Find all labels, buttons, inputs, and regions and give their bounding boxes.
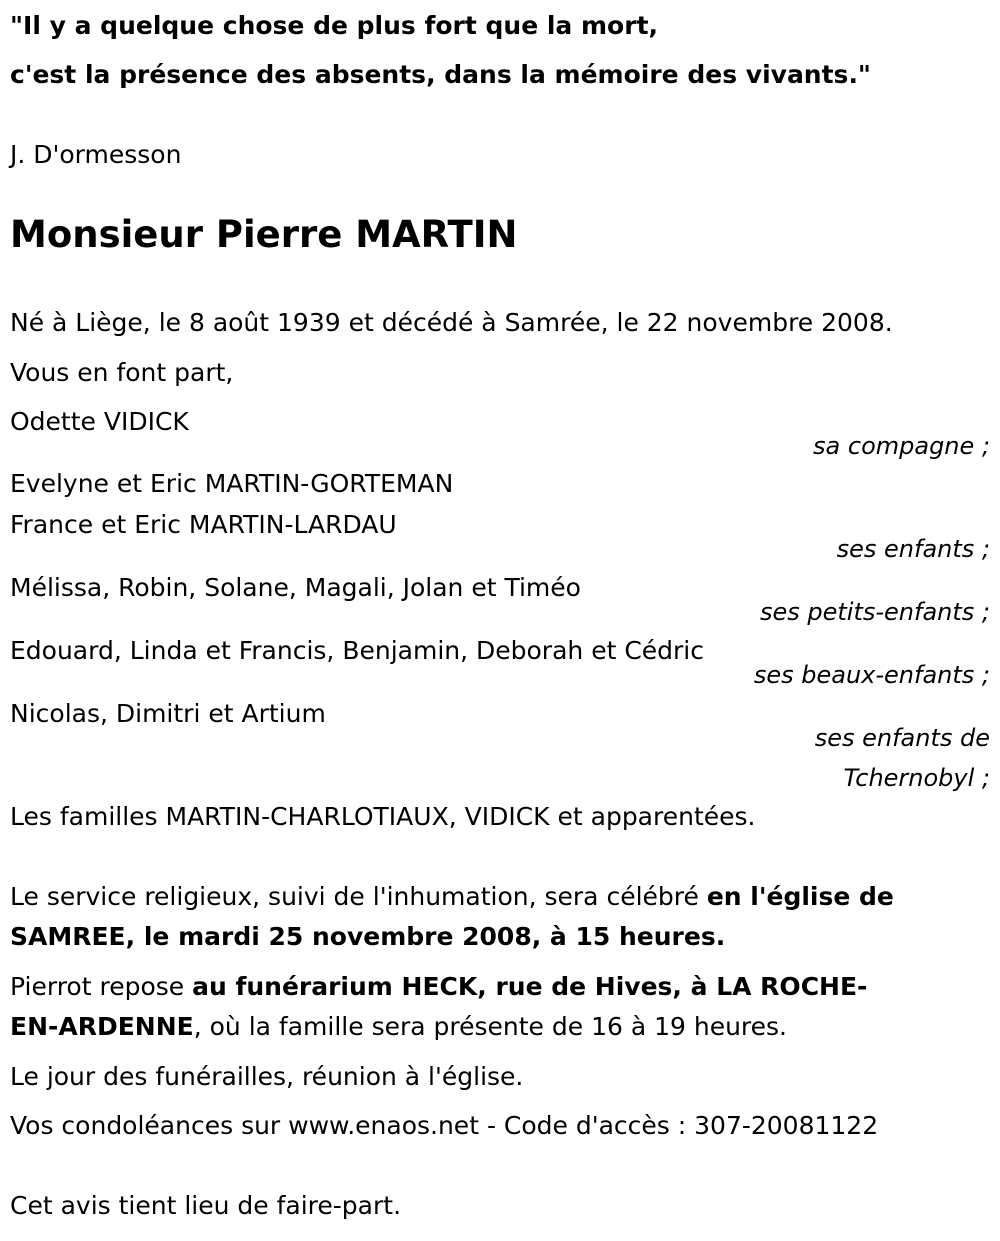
entry-names: France et Eric MARTIN-LARDAU — [10, 510, 397, 539]
quote-author: J. D'ormesson — [10, 140, 182, 169]
repose-text: Pierrot repose — [10, 972, 193, 1001]
entry-relation: ses enfants ; — [836, 535, 990, 563]
entry-relation: Tchernobyl ; — [843, 764, 990, 792]
quote-line-2: c'est la présence des absents, dans la mémoire des vivants." — [10, 60, 871, 89]
repose-location-end: EN-ARDENNE — [10, 1012, 194, 1041]
announcement-intro: Vous en font part, — [10, 358, 234, 387]
quote-line-1: "Il y a quelque chose de plus fort que la mort, — [10, 11, 659, 40]
entry-relation: ses enfants de — [814, 724, 990, 752]
repose-line-2 — [10, 1010, 787, 1044]
repose-location: au funérarium HECK, rue de Hives, à LA ROCHE- — [192, 972, 868, 1001]
entry-names: Edouard, Linda et Francis, Benjamin, Deborah et Cédric — [10, 636, 704, 665]
entry-names: Mélissa, Robin, Solane, Magali, Jolan et Timéo — [10, 573, 581, 602]
entry-names: Nicolas, Dimitri et Artium — [10, 699, 326, 728]
service-text: Le service religieux, suivi de l'inhumation, sera célébré — [10, 882, 707, 911]
entry-names: Odette VIDICK — [10, 407, 189, 436]
entry-names: Evelyne et Eric MARTIN-GORTEMAN — [10, 469, 454, 498]
service-location: en l'église de — [706, 882, 894, 911]
service-line-1 — [10, 880, 894, 914]
repose-line-1 — [10, 970, 867, 1004]
deceased-name: Monsieur Pierre MARTIN — [10, 213, 518, 256]
entry-relation: ses petits-enfants ; — [759, 598, 990, 626]
repose-hours: , où la famille sera présente de 16 à 19 heures. — [193, 1012, 788, 1041]
meeting-line: Le jour des funérailles, réunion à l'église. — [10, 1062, 524, 1091]
condolences-line: Vos condoléances sur www.enaos.net - Code d'accès : 307-20081122 — [10, 1111, 879, 1140]
closing-line: Cet avis tient lieu de faire-part. — [10, 1191, 402, 1220]
birth-death-line: Né à Liège, le 8 août 1939 et décédé à Samrée, le 22 novembre 2008. — [10, 308, 893, 337]
entry-relation: ses beaux-enfants ; — [753, 661, 990, 689]
entry-relation: sa compagne ; — [813, 432, 990, 460]
families-line: Les familles MARTIN-CHARLOTIAUX, VIDICK et apparentées. — [10, 802, 756, 831]
service-date-line: SAMREE, le mardi 25 novembre 2008, à 15 heures. — [10, 922, 726, 951]
